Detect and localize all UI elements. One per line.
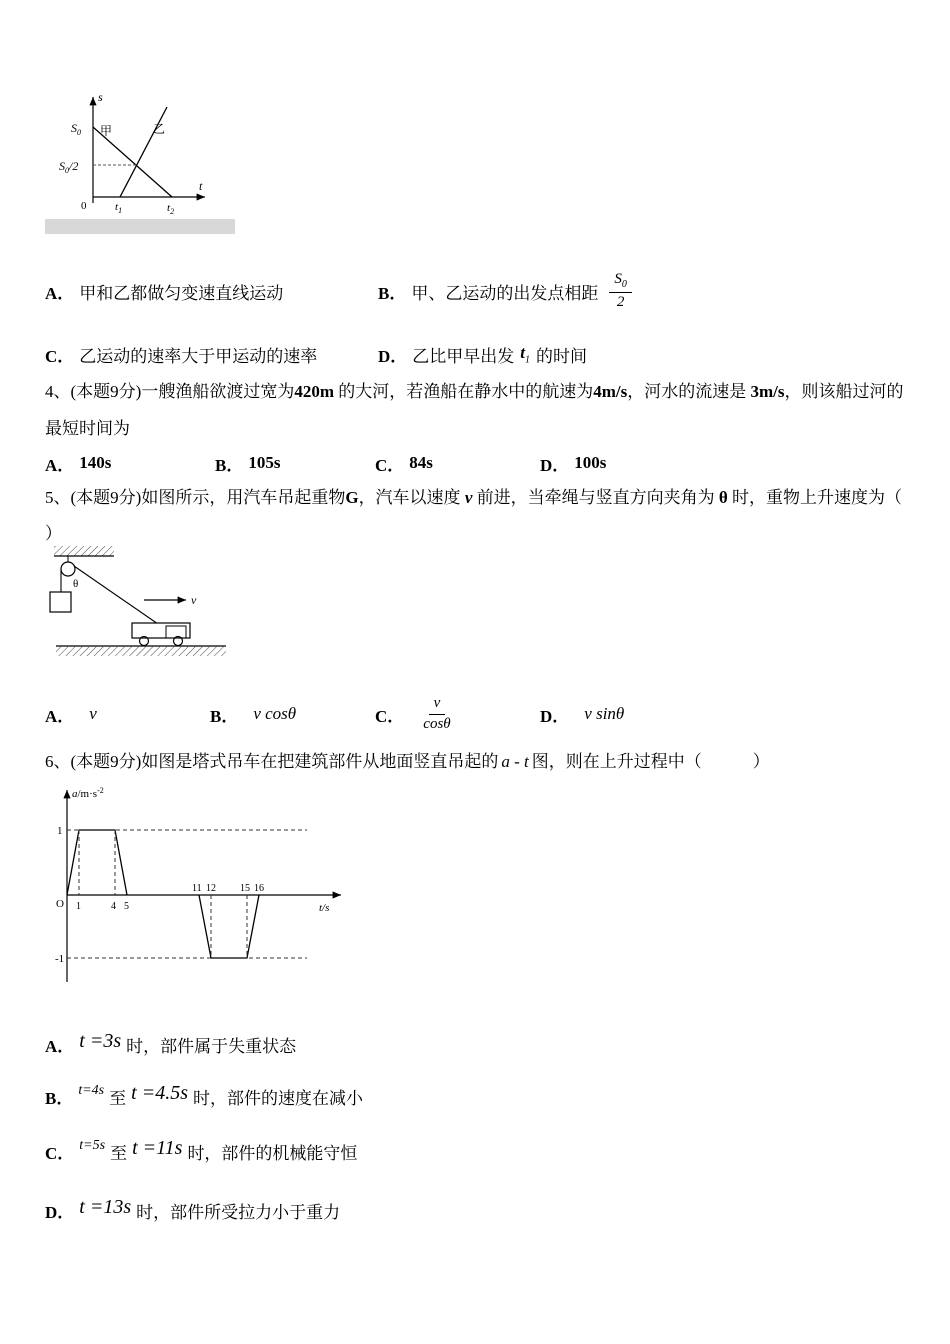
option-c-label: C． [375, 455, 405, 475]
option-c-label: C． [45, 1143, 75, 1163]
tick-15: 15 [240, 883, 250, 894]
neg-one-tick-label: -1 [55, 953, 65, 965]
q5-question-line1 [45, 486, 902, 510]
q4-option-a [45, 449, 111, 477]
option-d-math: t =13s [79, 1195, 132, 1218]
option-b-label: B． [215, 455, 244, 475]
t-axis-label: t/s [319, 902, 330, 914]
q5-seg2: ，汽车以速度 [358, 488, 465, 507]
option-a-label: A． [45, 455, 75, 475]
q5-option-b [210, 692, 296, 736]
option-b-mid: 至 [109, 1088, 127, 1108]
q6-option-c [45, 1133, 357, 1169]
option-a-label: A． [45, 1036, 75, 1056]
one-tick-label: 1 [57, 825, 63, 837]
option-d-label: D． [540, 455, 570, 475]
origin-label: 0 [81, 200, 87, 212]
option-c-text: 乙运动的速率大于甲运动的速率 [79, 346, 318, 366]
option-b-math1: t=4s [78, 1083, 105, 1098]
option-d-label: D． [378, 346, 408, 366]
q3-option-a [45, 268, 283, 314]
tick-16: 16 [254, 883, 264, 894]
q6-at-graph-symbol: a - t [501, 752, 529, 771]
scan-artifact-strip [45, 219, 235, 234]
rope-to-car [74, 566, 158, 624]
car-body [132, 623, 190, 638]
option-a-math: t =3s [79, 1029, 122, 1052]
weight-box [50, 592, 71, 612]
t-axis-label: t [199, 179, 203, 193]
q4-option-c [375, 449, 433, 477]
option-d-variable-sub: 1 [525, 354, 531, 366]
ground-hatch [56, 646, 226, 656]
frac-numerator: $S_0$ [609, 271, 632, 293]
q5-seg3: 前进，当牵绳与竖直方向夹角为 [472, 488, 719, 507]
q3-option-c [45, 340, 317, 368]
option-d-label: D． [540, 706, 570, 726]
option-b-text: 甲、乙运动的出发点相距 [411, 283, 599, 303]
option-b-text: 时，部件的速度在减小 [192, 1088, 363, 1108]
option-b-math2: t =4.5s [131, 1081, 188, 1104]
velocity-label: v [191, 593, 197, 607]
ceiling-hatch [54, 546, 114, 556]
q6-question-line [45, 750, 770, 774]
option-d-variable: $t_1$ [520, 342, 531, 366]
option-a-text: 时，部件属于失重状态 [126, 1036, 297, 1056]
option-b-math: v cosθ [253, 704, 297, 723]
a-axis-label: $a/m\cdot s^{-2}$ [72, 786, 104, 800]
q4-boat-speed-value: 4m/s [593, 382, 628, 401]
q3-option-b [378, 268, 632, 314]
option-a-math: v [89, 704, 97, 723]
q5-option-d [540, 692, 624, 736]
q4-seg3: ，河水的流速是 [627, 382, 751, 401]
pulley [61, 562, 75, 576]
frac-denominator: 2 [616, 293, 625, 310]
option-c-fraction [423, 695, 450, 733]
q4-option-b [215, 449, 280, 477]
tick-12: 12 [206, 883, 216, 894]
q6-option-d [45, 1192, 340, 1228]
frac-numerator: v [429, 695, 446, 714]
s0-half-label: $S_0/2$ [59, 159, 79, 175]
tick-4: 4 [111, 901, 116, 912]
q5-option-c [375, 692, 451, 736]
option-c-math2: t =11s [132, 1136, 183, 1159]
option-b-value: 105s [248, 453, 281, 472]
positive-trapezoid-curve [67, 830, 127, 895]
q6-option-a [45, 1026, 296, 1062]
option-d-tail: 的时间 [536, 346, 588, 366]
option-a-label: A． [45, 283, 75, 303]
q3-option-d [378, 340, 587, 368]
q4-question-line2: 最短时间为 [45, 419, 130, 438]
option-d-math: v sinθ [584, 704, 625, 723]
q5-seg1: 5、(本题9分)如图所示，用汽车吊起重物 [45, 488, 346, 507]
frac-denominator: cosθ [423, 715, 451, 732]
option-c-label: C． [375, 706, 405, 726]
q5-angle-symbol: θ [718, 488, 728, 507]
option-c-text: 时，部件的机械能守恒 [187, 1143, 358, 1163]
q4-seg2: 的大河，若渔船在静水中的航速为 [334, 382, 594, 401]
q4-question-line1 [45, 380, 904, 404]
option-d-label: D． [45, 1202, 75, 1222]
q5-weight-symbol: G [345, 488, 359, 507]
frac-numerator-sub: 0 [621, 279, 627, 291]
negative-trapezoid-curve [199, 895, 259, 958]
tick-1: 1 [76, 901, 81, 912]
option-c-math1: t=5s [79, 1138, 106, 1153]
q3-displacement-time-graph [45, 85, 235, 235]
option-d-value: 100s [574, 453, 607, 472]
fraction-s0-over-2 [609, 271, 632, 311]
t1-tick-label: $t_1$ [115, 201, 123, 215]
q5-velocity-symbol: v [464, 488, 473, 507]
q4-river-speed-value: 3m/s [750, 382, 785, 401]
q5-pulley-car-figure [40, 540, 245, 662]
line-yi [120, 107, 167, 197]
option-a-text: 甲和乙都做匀变速直线运动 [79, 283, 284, 303]
q4-width-value: 420m [294, 382, 334, 401]
tick-11: 11 [192, 883, 202, 894]
q5-option-a [45, 692, 97, 736]
q5-question-line2: ） [45, 524, 62, 543]
q4-seg4: ，则该船过河的 [784, 382, 904, 401]
jia-label: 甲 [100, 124, 113, 138]
q6-seg1: 6、(本题9分)如图是塔式吊车在把建筑部件从地面竖直吊起的 [45, 752, 499, 771]
q4-option-d [540, 449, 606, 477]
yi-label: 乙 [153, 122, 166, 136]
s0-label: $S_0$ [71, 121, 81, 137]
s-axis-label: s [98, 90, 103, 104]
option-c-label: C． [45, 346, 75, 366]
q6-seg2: 图，则在上升过程中（ ） [531, 752, 770, 771]
option-c-mid: 至 [110, 1143, 128, 1163]
option-d-text: 时，部件所受拉力小于重力 [136, 1202, 341, 1222]
origin-label: O [56, 898, 64, 910]
option-b-label: B． [378, 283, 407, 303]
tick-5: 5 [124, 901, 129, 912]
q5-seg4: 时，重物上升速度为（ [727, 488, 902, 507]
option-a-value: 140s [79, 453, 112, 472]
theta-angle-label: θ [73, 578, 79, 590]
option-b-label: B． [45, 1088, 74, 1108]
q6-option-b [45, 1078, 363, 1114]
t2-tick-label: $t_2$ [167, 202, 175, 216]
q4-seg1: 4、(本题9分)一艘渔船欲渡过宽为 [45, 382, 295, 401]
option-a-label: A． [45, 706, 75, 726]
option-b-label: B． [210, 706, 239, 726]
option-c-value: 84s [409, 453, 433, 472]
option-d-text: 乙比甲早出发 [412, 346, 515, 366]
q6-acceleration-time-graph [55, 782, 365, 990]
